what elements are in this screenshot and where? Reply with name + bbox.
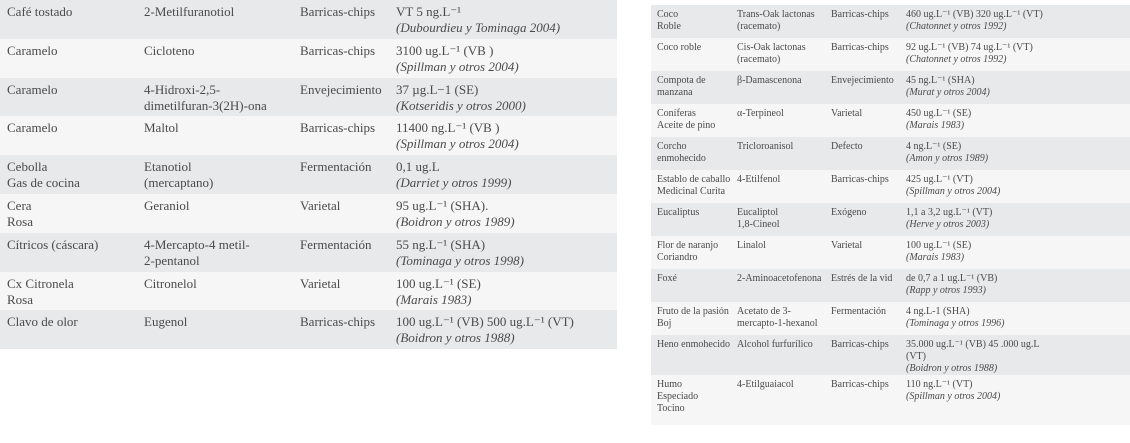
table-row bbox=[0, 116, 617, 155]
threshold-cell bbox=[906, 335, 1130, 375]
table-row bbox=[651, 71, 1130, 104]
origin-cell: Envejecimiento bbox=[831, 75, 894, 86]
descriptor-cell: Cera Rosa bbox=[7, 197, 33, 229]
reference-citation: (Chatonnet y otros 1992) bbox=[906, 21, 1007, 32]
threshold-value: 100 ug.L⁻¹ (VB) 500 ug.L⁻¹ (VT) bbox=[396, 314, 574, 330]
reference-citation: (Murat y otros 2004) bbox=[906, 87, 990, 98]
table-row bbox=[0, 78, 617, 117]
threshold-cell bbox=[906, 375, 1130, 425]
descriptor-cell: Coco Roble bbox=[657, 9, 681, 32]
descriptor-cell: Humo Especiado Tocino bbox=[657, 379, 699, 414]
table-row bbox=[0, 233, 617, 272]
descriptor-cell: Corcho enmohecido bbox=[657, 141, 706, 164]
compound-cell: Maltol bbox=[144, 120, 179, 136]
origin-cell: Barricas-chips bbox=[831, 379, 889, 390]
reference-citation: (Chatonnet y otros 1992) bbox=[906, 54, 1007, 65]
table-row bbox=[651, 38, 1130, 71]
reference-citation: (Tominaga y otros 1998) bbox=[396, 252, 524, 268]
reference-citation: (Spillman y otros 2004) bbox=[396, 136, 519, 152]
descriptor-cell: Café tostado bbox=[7, 4, 73, 19]
threshold-value: 4 ng.L-1 (SHA) bbox=[906, 306, 970, 317]
origin-cell: Exógeno bbox=[831, 207, 867, 218]
descriptor-cell: Coco roble bbox=[657, 42, 702, 53]
threshold-value: 450 ug.L⁻¹ (SE) bbox=[906, 108, 972, 119]
compound-cell: Geraniol bbox=[144, 197, 190, 213]
threshold-value: 110 ng.L⁻¹ (VT) bbox=[906, 379, 973, 390]
threshold-cell bbox=[906, 269, 1130, 302]
compound-cell: 4-Mercapto-4 metil- 2-pentanol bbox=[144, 236, 250, 268]
compound-cell: Etanotiol (mercaptano) bbox=[144, 159, 214, 191]
origin-cell: Varietal bbox=[831, 240, 863, 251]
threshold-cell bbox=[906, 38, 1130, 71]
compound-cell: β-Damascenona bbox=[737, 75, 802, 86]
descriptor-cell: Foxé bbox=[657, 273, 677, 284]
table-row bbox=[651, 269, 1130, 302]
origin-cell: Estrés de la vid bbox=[831, 273, 893, 284]
reference-citation: (Boidron y otros 1988) bbox=[396, 330, 515, 346]
threshold-cell bbox=[906, 170, 1130, 203]
threshold-cell bbox=[906, 302, 1130, 335]
table-row bbox=[0, 0, 617, 39]
threshold-cell bbox=[396, 155, 617, 194]
reference-citation: (Marais 1983) bbox=[396, 291, 472, 307]
threshold-cell bbox=[396, 272, 617, 311]
compound-cell: Eucaliptol 1,8-Cineol bbox=[737, 207, 780, 230]
threshold-cell bbox=[906, 137, 1130, 170]
threshold-cell bbox=[396, 116, 617, 155]
threshold-value: 11400 ng.L⁻¹ (VB ) bbox=[396, 120, 500, 136]
origin-cell: Envejecimiento bbox=[300, 81, 382, 97]
descriptor-cell: Cx Citronela Rosa bbox=[7, 275, 74, 307]
compound-cell: Trans-Oak lactonas (racemato) bbox=[737, 9, 815, 32]
threshold-value: 55 ng.L⁻¹ (SHA) bbox=[396, 236, 486, 252]
threshold-cell bbox=[396, 78, 617, 117]
descriptor-cell: Caramelo bbox=[7, 42, 58, 58]
origin-cell: Barricas-chips bbox=[300, 4, 376, 19]
reference-citation: (Rapp y otros 1993) bbox=[906, 285, 986, 296]
reference-citation: (Spillman y otros 2004) bbox=[396, 58, 519, 74]
origin-cell: Fermentación bbox=[300, 236, 372, 252]
threshold-cell bbox=[906, 104, 1130, 137]
reference-citation: (Spillman y otros 2004) bbox=[906, 186, 1001, 197]
reference-citation: (Kotseridis y otros 2000) bbox=[396, 97, 526, 113]
compound-cell: Acetato de 3- mercapto-1-hexanol bbox=[737, 306, 818, 329]
table-row bbox=[651, 375, 1130, 425]
reference-citation: (Marais 1983) bbox=[906, 120, 965, 131]
compound-cell: 2-Aminoacetofenona bbox=[737, 273, 822, 284]
descriptor-cell: Cítricos (cáscara) bbox=[7, 236, 99, 252]
threshold-value: 100 ug.L⁻¹ (SE) bbox=[906, 240, 972, 251]
threshold-value: 35.000 ug.L⁻¹ (VB) 45 .000 ug.L (VT) bbox=[906, 339, 1040, 362]
table-row bbox=[651, 203, 1130, 236]
threshold-cell bbox=[906, 236, 1130, 269]
table-row bbox=[0, 272, 617, 311]
threshold-cell bbox=[396, 233, 617, 272]
reference-citation: (Amon y otros 1989) bbox=[906, 153, 989, 164]
descriptor-cell: Establo de caballo Medicinal Curita bbox=[657, 174, 731, 197]
threshold-cell bbox=[396, 194, 617, 233]
aroma-table-right bbox=[651, 5, 1130, 425]
reference-citation: (Boidron y otros 1988) bbox=[906, 363, 998, 374]
threshold-value: 37 µg.L−1 (SE) bbox=[396, 81, 479, 97]
table-row bbox=[651, 104, 1130, 137]
table-row bbox=[0, 194, 617, 233]
reference-citation: (Tominaga y otros 1996) bbox=[906, 318, 1005, 329]
origin-cell: Barricas-chips bbox=[831, 42, 889, 53]
table-row bbox=[0, 39, 617, 78]
descriptor-cell: Clavo de olor bbox=[7, 314, 78, 330]
threshold-value: de 0,7 a 1 ug.L⁻¹ (VB) bbox=[906, 273, 998, 284]
reference-citation: (Dubourdieu y Tominaga 2004) bbox=[396, 20, 561, 35]
threshold-value: 0,1 ug.L bbox=[396, 159, 440, 175]
descriptor-cell: Fruto de la pasión Boj bbox=[657, 306, 729, 329]
compound-cell: Eugenol bbox=[144, 314, 188, 330]
origin-cell: Fermentación bbox=[300, 159, 372, 175]
compound-cell: Linalol bbox=[737, 240, 766, 251]
reference-citation: (Boidron y otros 1989) bbox=[396, 213, 515, 229]
threshold-value: 100 ug.L⁻¹ (SE) bbox=[396, 275, 481, 291]
descriptor-cell: Cebolla Gas de cocina bbox=[7, 159, 80, 191]
threshold-cell bbox=[906, 71, 1130, 104]
threshold-value: 45 ng.L⁻¹ (SHA) bbox=[906, 75, 975, 86]
threshold-value: 1,1 a 3,2 ug.L⁻¹ (VT) bbox=[906, 207, 993, 218]
origin-cell: Varietal bbox=[300, 275, 341, 291]
origin-cell: Barricas-chips bbox=[831, 9, 889, 20]
table-row bbox=[651, 236, 1130, 269]
reference-citation: (Herve y otros 2003) bbox=[906, 219, 990, 230]
origin-cell: Barricas-chips bbox=[831, 339, 889, 350]
compound-cell: Cis-Oak lactonas (racemato) bbox=[737, 42, 806, 65]
origin-cell: Barricas-chips bbox=[300, 314, 376, 330]
threshold-value: 95 ug.L⁻¹ (SHA). bbox=[396, 197, 489, 213]
table-row bbox=[651, 5, 1130, 38]
threshold-cell bbox=[906, 5, 1130, 38]
origin-cell: Fermentación bbox=[831, 306, 886, 317]
threshold-cell bbox=[396, 39, 617, 78]
compound-cell: 2-Metilfuranotiol bbox=[144, 4, 235, 19]
threshold-value: 425 ug.L⁻¹ (VT) bbox=[906, 174, 973, 185]
compound-cell: α-Terpineol bbox=[737, 108, 784, 119]
descriptor-cell: Caramelo bbox=[7, 81, 58, 97]
threshold-value: VT 5 ng.L⁻¹ bbox=[396, 4, 462, 19]
table-row bbox=[651, 335, 1130, 375]
descriptor-cell: Caramelo bbox=[7, 120, 58, 136]
compound-cell: Tricloroanisol bbox=[737, 141, 794, 152]
threshold-value: 4 ng.L⁻¹ (SE) bbox=[906, 141, 962, 152]
threshold-cell bbox=[906, 203, 1130, 236]
origin-cell: Defecto bbox=[831, 141, 863, 152]
origin-cell: Barricas-chips bbox=[300, 120, 376, 136]
compound-cell: 4-Etilguaiacol bbox=[737, 379, 794, 390]
compound-cell: Citronelol bbox=[144, 275, 197, 291]
table-row bbox=[651, 302, 1130, 335]
origin-cell: Barricas-chips bbox=[831, 174, 889, 185]
reference-citation: (Marais 1983) bbox=[906, 252, 965, 263]
threshold-cell bbox=[396, 310, 617, 349]
aroma-table-left bbox=[0, 0, 617, 349]
threshold-value: 460 ug.L⁻¹ (VB) 320 ug.L⁻¹ (VT) bbox=[906, 9, 1043, 20]
threshold-value: 92 ug.L⁻¹ (VB) 74 ug.L⁻¹ (VT) bbox=[906, 42, 1033, 53]
table-row bbox=[0, 310, 617, 349]
table-row bbox=[651, 137, 1130, 170]
descriptor-cell: Compota de manzana bbox=[657, 75, 706, 98]
table-row bbox=[0, 155, 617, 194]
threshold-cell bbox=[396, 0, 617, 39]
origin-cell: Barricas-chips bbox=[300, 42, 376, 58]
compound-cell: 4-Hidroxi-2,5- dimetilfuran-3(2H)-ona bbox=[144, 81, 267, 113]
compound-cell: Cicloteno bbox=[144, 42, 195, 58]
compound-cell: Alcohol furfurílico bbox=[737, 339, 813, 350]
compound-cell: 4-Etilfenol bbox=[737, 174, 781, 185]
descriptor-cell: Flor de naranjo Coriandro bbox=[657, 240, 719, 263]
descriptor-cell: Eucaliptus bbox=[657, 207, 700, 218]
reference-citation: (Darriet y otros 1999) bbox=[396, 175, 512, 191]
reference-citation: (Spillman y otros 2004) bbox=[906, 391, 1001, 402]
descriptor-cell: Heno enmohecido bbox=[657, 339, 731, 350]
threshold-value: 3100 ug.L⁻¹ (VB ) bbox=[396, 42, 494, 58]
origin-cell: Varietal bbox=[831, 108, 863, 119]
origin-cell: Varietal bbox=[300, 197, 341, 213]
table-row bbox=[651, 170, 1130, 203]
descriptor-cell: Coníferas Aceite de pino bbox=[657, 108, 716, 131]
